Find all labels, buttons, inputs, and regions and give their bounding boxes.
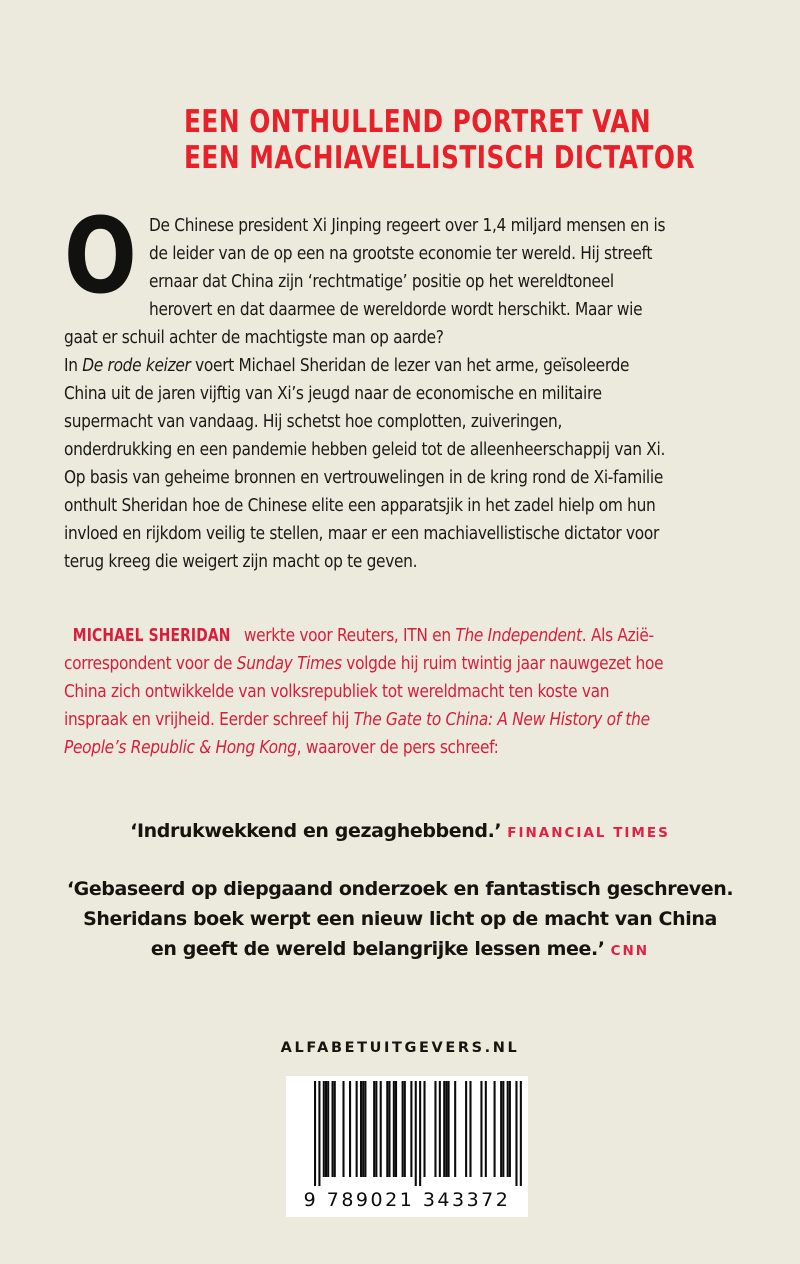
blurb-paragraph-2 bbox=[64, 352, 666, 576]
quote-2-line-1: ‘Gebaseerd op diepgaand onderzoek en fantastisch geschreven. bbox=[66, 878, 734, 900]
quote-2-line-2: Sheridans boek werpt een nieuw licht op de macht van China bbox=[83, 908, 717, 930]
quote-2-source: CNN bbox=[610, 943, 650, 959]
drop-cap: O bbox=[64, 195, 137, 317]
author-name: MICHAEL SHERIDAN bbox=[72, 626, 231, 646]
bio-text-1: werkte voor Reuters, ITN en bbox=[239, 626, 456, 646]
quote-2-line-3: en geeft de wereld belangrijke lessen mee.’ bbox=[150, 938, 605, 960]
bio-text-3: volgde hij ruim twintig jaar nauwgezet hoe China zich ontwikkelde van volksrepubliek tot wereldmacht ten koste van inspraak en vrijheid. Eerder schreef hij bbox=[64, 654, 664, 730]
publication-gate-to-china: The Gate to China: A New History of the People’s Republic & Hong Kong bbox=[64, 710, 650, 758]
book-title-italic: De rode keizer bbox=[82, 356, 191, 376]
blurb-paragraph-1-text: De Chinese president Xi Jinping regeert over 1,4 miljard mensen en is de leider van de op een na grootste economie ter wereld. Hij streeft ernaar dat China zijn ‘rechtmatige’ positie op het wereldtoneel herovert en dat daarmee de wereldorde wordt herschikt. Maar wie gaat er schuil achter de machtigste man op aarde? bbox=[64, 216, 666, 348]
quote-1-line-1: ‘Indrukwekkend en gezaghebbend.’ bbox=[130, 820, 502, 842]
publication-sunday-times: Sunday Times bbox=[236, 654, 342, 674]
publication-the-independent: The Independent bbox=[455, 626, 582, 646]
barcode-panel bbox=[286, 1076, 528, 1217]
headline-line-1: EEN ONTHULLEND PORTRET VAN bbox=[184, 104, 652, 140]
headline bbox=[184, 104, 696, 176]
blurb-text bbox=[64, 195, 666, 576]
author-bio-paragraph bbox=[64, 622, 675, 762]
press-quote-cnn bbox=[0, 874, 800, 966]
publisher-website: ALFABETUITGEVERS.NL bbox=[280, 1040, 520, 1056]
quote-1-source: FINANCIAL TIMES bbox=[507, 825, 670, 841]
blurb-paragraph-1 bbox=[64, 195, 666, 352]
bio-text-2: . Als Azië-correspondent voor de bbox=[64, 626, 654, 674]
barcode-digits: 9 789021 343372 bbox=[303, 1189, 511, 1211]
press-quote-financial-times bbox=[0, 816, 800, 848]
press-quotes bbox=[0, 816, 800, 966]
blurb-paragraph-2-after: voert Michael Sheridan de lezer van het arme, geïsoleerde China uit de jaren vijftig van Xi’s jeugd naar de economische en militaire supermacht van vandaag. Hij schetst hoe complotten, zuiveringen, onderdrukking en een pandemie hebben geleid tot de alleenheerschappij van Xi. Op basis van geheime bronnen en vertrouwelingen in de kring rond de Xi-familie onthult Sheridan hoe de Chinese elite een apparatsjik in het zadel hielp om hun invloed en rijkdom veilig te stellen, maar er een machiavellistische dictator voor terug kreeg die weigert zijn macht op te geven. bbox=[64, 356, 666, 572]
bio-text-4: , waarover de pers schreef: bbox=[296, 738, 499, 758]
blurb-paragraph-2-before: In bbox=[64, 356, 83, 376]
barcode bbox=[286, 1076, 528, 1217]
headline-line-2: EEN MACHIAVELLISTISCH DICTATOR bbox=[184, 140, 696, 176]
author-bio bbox=[64, 622, 675, 762]
